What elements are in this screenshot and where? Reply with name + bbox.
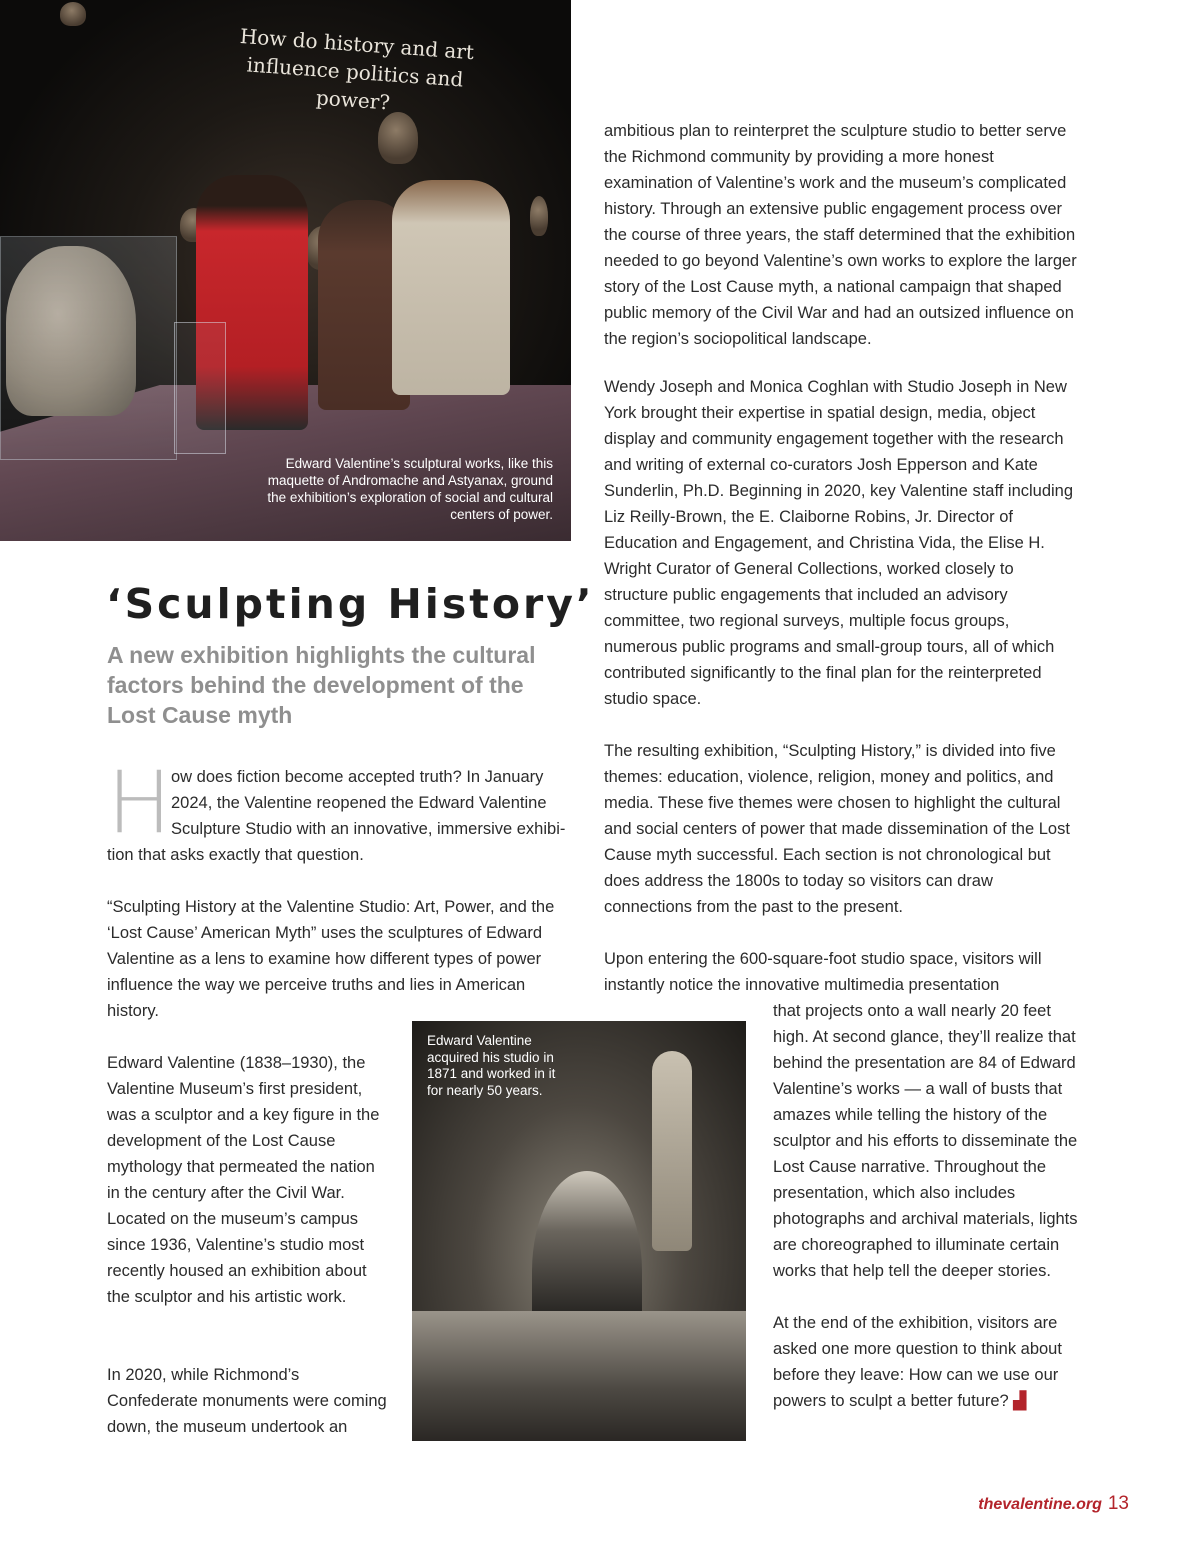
body-paragraph: that projects onto a wall nearly 20 feet high. At second glance, they’ll realize that behind the presentation are 84 of Edward Valentine’s works — a wall of busts that amazes while telling the history of the sculptor and his efforts to disseminate the Lost Cause narrative. Throughout the presentation, which also includes photographs and archival materials, lights are choreographed to illuminate certain works that help tell the deeper stories. (773, 1002, 1078, 1280)
page-footer (978, 1493, 1129, 1515)
body-paragraph: The resulting exhibition, “Sculpting History,” is divided into five themes: education, violence, religion, money and politics, and media. These five themes were chosen to highlight the cultural and social centers of power that made dissemination of the Lost Cause myth successful. Each section is not chronological but does address the 1800s to today so visitors can draw connections from the past to the present. (604, 742, 1070, 916)
exhibition-photo (0, 0, 571, 541)
end-mark-icon: ▟ (1013, 1392, 1027, 1410)
body-paragraph: Edward Valentine (1838–1930), the Valentine Museum’s first president, was a sculptor and a key figure in the development of the Lost Cause mythology that permeated the nation in the century after the Civil War. Located on the museum’s campus since 1936, Valentine’s studio most recently housed an exhibition about the sculptor and his artistic work. (107, 1054, 380, 1306)
body-paragraph: ambitious plan to reinterpret the sculpture studio to better serve the Richmond community by providing a more honest examination of Valentine’s work and the museum’s complicated history. Through an extensive public engagement process over the course of three years, the staff determined that the exhibition needed to go beyond Valentine’s own works to explore the larger story of the Lost Cause myth, a national campaign that shaped public memory of the Civil War and had an outsized influence on the region’s sociopolitical landscape. (604, 122, 1077, 348)
article-title: ‘Sculpting History’ (106, 580, 595, 628)
studio-photo (412, 1021, 746, 1441)
bust-sculpture (530, 196, 548, 236)
glass-display-case (0, 236, 177, 460)
website-link[interactable]: thevalentine.org (978, 1496, 1102, 1513)
intro-line: 2024, the Valentine reopened the Edward Valentine (171, 794, 547, 812)
page-number: 13 (1107, 1493, 1129, 1514)
drop-cap: H (107, 753, 172, 853)
cluttered-desk (412, 1311, 746, 1441)
bust-sculpture (60, 2, 86, 26)
intro-line: Sculpture Studio with an innovative, immersive exhibi- (171, 820, 566, 838)
intro-line: ow does fiction become accepted truth? In January (171, 768, 544, 786)
closing-text: At the end of the exhibition, visitors are asked one more question to think about before they leave: How can we use our powers to sculpt a better future? (773, 1314, 1062, 1410)
photo-caption: Edward Valentine acquired his studio in 1871 and worked in it for nearly 50 years. (427, 1033, 556, 1098)
article-subtitle: A new exhibition highlights the cultural factors behind the development of the Lost Cause myth (107, 642, 536, 728)
wall-question: How do history and art influence politics and power? (239, 23, 475, 115)
glass-display-case (174, 322, 226, 454)
bust-sculpture (378, 112, 418, 164)
wooden-mannequin (652, 1051, 692, 1251)
body-paragraph: “Sculpting History at the Valentine Studio: Art, Power, and the ‘Lost Cause’ American Myth” uses the sculptures of Edward Valentine as a lens to examine how different types of power influence the way we perceive truths and lies in American history. (107, 898, 555, 1020)
body-paragraph: Upon entering the 600-square-foot studio space, visitors will instantly notice the innovative multimedia presentation (604, 950, 1042, 994)
body-paragraph: In 2020, while Richmond’s Confederate monuments were coming down, the museum undertook an (107, 1366, 387, 1436)
body-paragraph (773, 1310, 1083, 1414)
body-paragraph: Wendy Joseph and Monica Coghlan with Studio Joseph in New York brought their expertise in spatial design, media, object display and community engagement together with the research and writing of external co-curators Josh Epperson and Kate Sunderlin, Ph.D. Beginning in 2020, key Valentine staff including Liz Reilly-Brown, the E. Claiborne Robins, Jr. Director of Education and Engagement, and Christina Vida, the Elise H. Wright Curator of General Collections, worked closely to structure public engagements that included an advisory committee, two regional surveys, multiple focus groups, numerous public programs and small-group tours, all of which contributed significantly to the final plan for the reinterpreted studio space. (604, 378, 1074, 708)
intro-line: tion that asks exactly that question. (107, 846, 364, 864)
visitor-figure (392, 180, 510, 395)
photo-caption: Edward Valentine’s sculptural works, like this maquette of Andromache and Astyanax, ground the exhibition’s exploration of social and cultural centers of power. (267, 456, 553, 522)
